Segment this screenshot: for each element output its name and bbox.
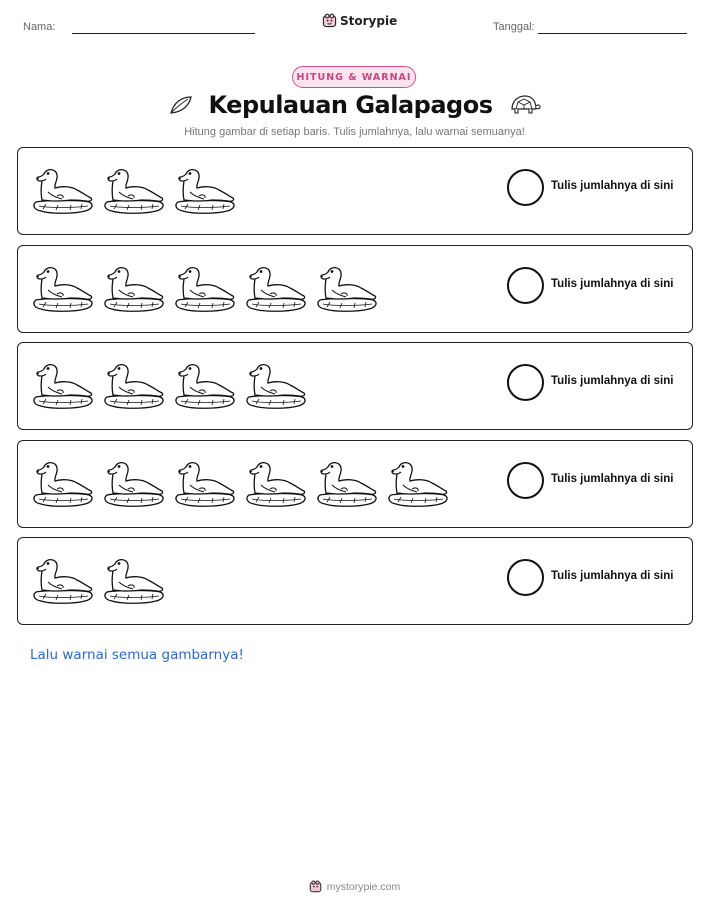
footer — [0, 880, 709, 893]
counting-row — [17, 147, 693, 235]
title-row — [0, 91, 709, 119]
sea-lion-icon — [314, 451, 380, 509]
counting-row — [17, 245, 693, 333]
counting-row — [17, 537, 693, 625]
sea-lion-icon — [30, 158, 96, 216]
date-label: Tanggal: — [493, 21, 535, 33]
answer-circle[interactable] — [507, 559, 544, 596]
storypie-logo-icon — [322, 13, 337, 28]
sea-lion-icon — [243, 451, 309, 509]
sea-lion-icon — [314, 256, 380, 314]
sea-lion-icon — [385, 451, 451, 509]
name-label: Nama: — [23, 21, 56, 33]
coloring-instruction: Lalu warnai semua gambarnya! — [30, 647, 244, 663]
answer-label: Tulis jumlahnya di sini — [551, 180, 674, 192]
sea-lion-icon — [101, 256, 167, 314]
instructions: Hitung gambar di setiap baris. Tulis jumlahnya, lalu warnai semuanya! — [184, 126, 525, 138]
storypie-logo-icon — [309, 880, 322, 893]
answer-label: Tulis jumlahnya di sini — [551, 375, 674, 387]
brand — [322, 13, 397, 28]
tortoise-icon — [507, 94, 541, 116]
sea-lion-icon — [243, 353, 309, 411]
sea-lion-icon — [101, 353, 167, 411]
sea-lion-icon — [30, 451, 96, 509]
answer-circle[interactable] — [507, 462, 544, 499]
answer-circle[interactable] — [507, 364, 544, 401]
sea-lion-icon — [30, 256, 96, 314]
counting-row — [17, 342, 693, 430]
sea-lion-icon — [101, 548, 167, 606]
answer-label: Tulis jumlahnya di sini — [551, 472, 674, 485]
sea-lion-icon — [30, 548, 96, 606]
activity-badge: HITUNG & WARNAI — [292, 66, 416, 88]
footer-url: mystorypie.com — [326, 880, 401, 893]
sea-lion-icon — [172, 256, 238, 314]
date-field[interactable] — [538, 33, 687, 34]
leaf-icon — [168, 94, 194, 116]
sea-lion-icon — [30, 353, 96, 411]
answer-circle[interactable] — [507, 169, 544, 206]
sea-lion-icon — [101, 451, 167, 509]
sea-lion-icon — [172, 158, 238, 216]
seal-group — [30, 548, 167, 606]
name-field[interactable] — [72, 33, 255, 34]
seal-group — [30, 256, 380, 314]
counting-row — [17, 440, 693, 528]
answer-label: Tulis jumlahnya di sini — [551, 570, 674, 582]
seal-group — [30, 353, 309, 411]
page-title: Kepulauan Galapagos — [208, 91, 493, 119]
answer-label: Tulis jumlahnya di sini — [551, 277, 674, 290]
brand-name: Storypie — [340, 13, 398, 28]
seal-group — [30, 451, 451, 509]
sea-lion-icon — [243, 256, 309, 314]
sea-lion-icon — [172, 353, 238, 411]
sea-lion-icon — [101, 158, 167, 216]
sea-lion-icon — [172, 451, 238, 509]
counting-rows — [17, 147, 693, 635]
seal-group — [30, 158, 238, 216]
answer-circle[interactable] — [507, 267, 544, 304]
